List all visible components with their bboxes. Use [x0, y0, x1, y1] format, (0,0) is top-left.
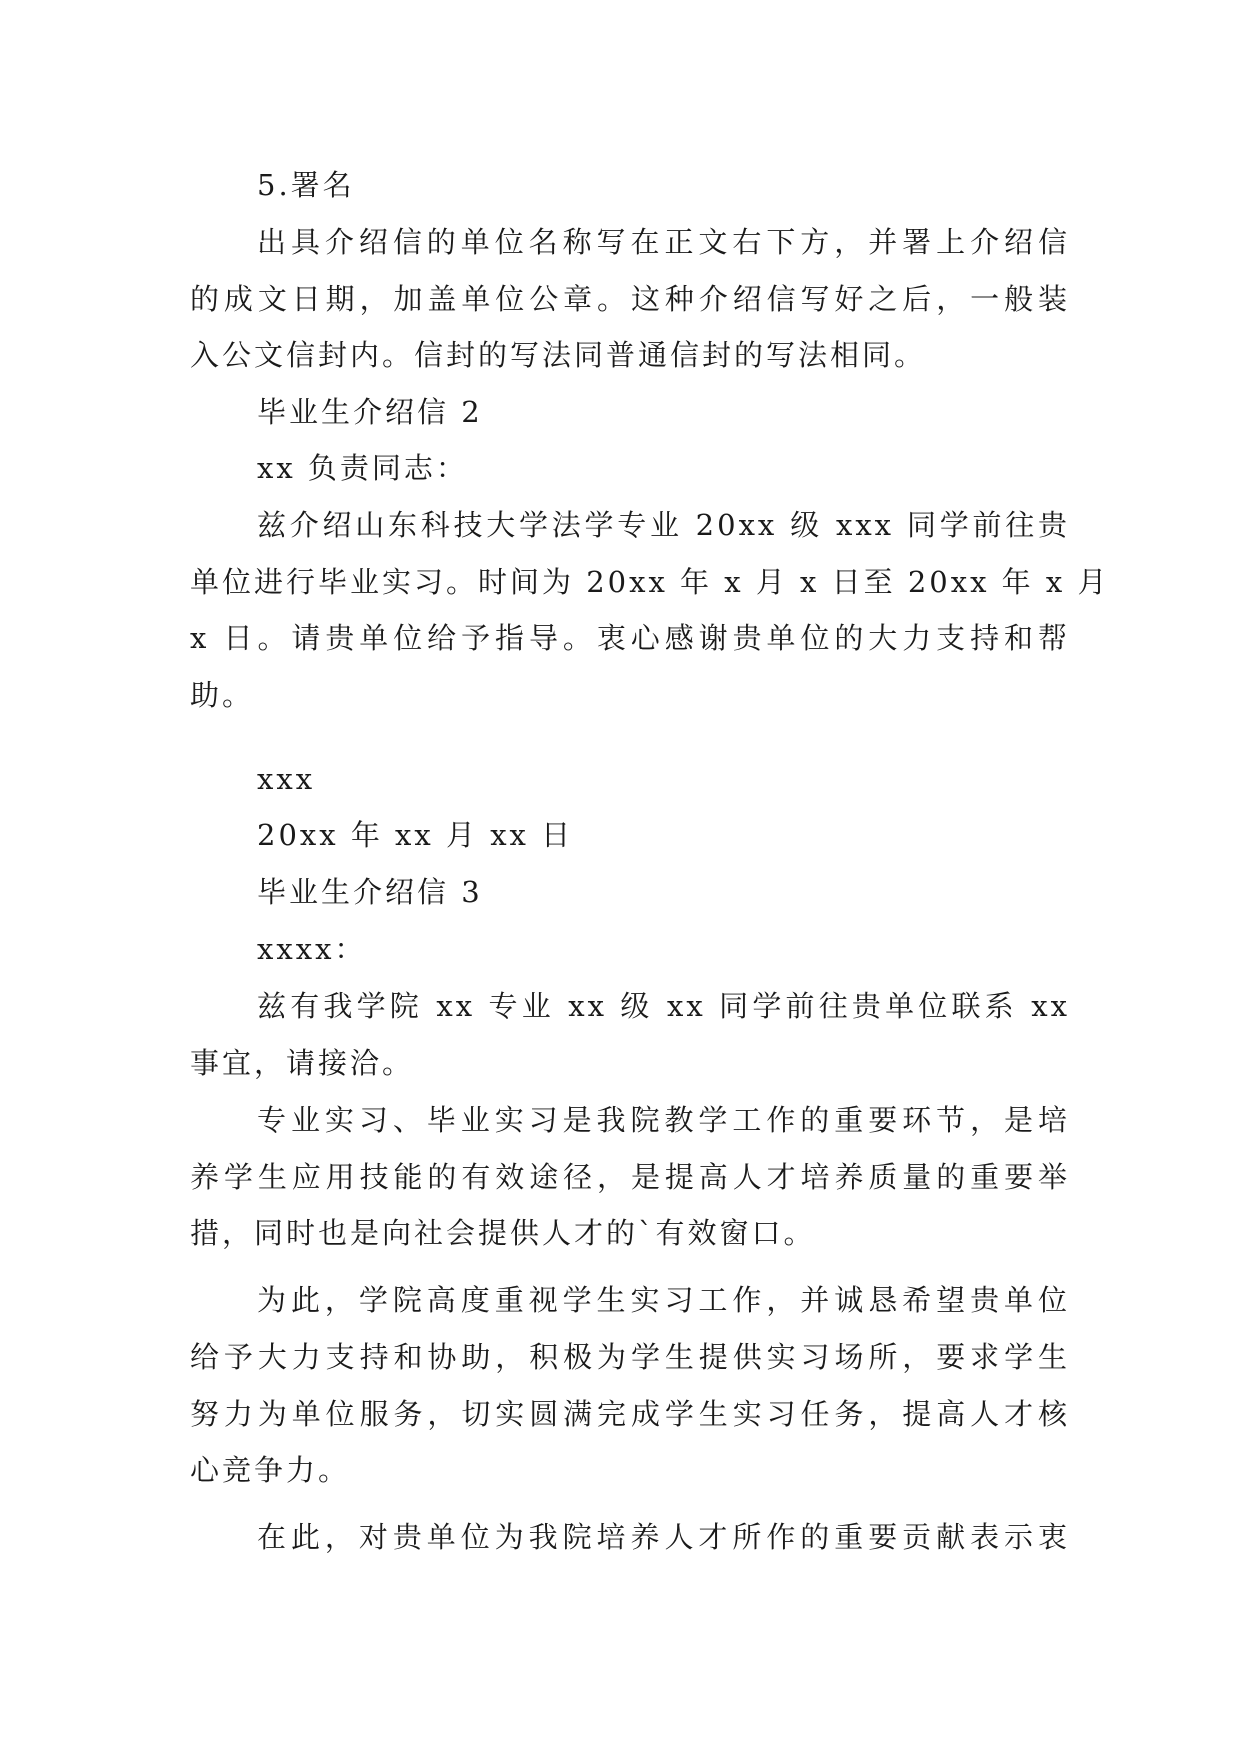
section-heading-signature: 5.署名 — [257, 168, 355, 202]
paragraph-line: x 日。请贵单位给予指导。衷心感谢贵单位的大力支持和帮 — [190, 621, 1070, 655]
paragraph-line: 出具介绍信的单位名称写在正文右下方，并署上介绍信 — [257, 225, 1070, 259]
paragraph-line: 兹有我学院 xx 专业 xx 级 xx 同学前往贵单位联系 xx — [257, 989, 1070, 1023]
paragraph-line: 入公文信封内。信封的写法同普通信封的写法相同。 — [190, 338, 927, 372]
paragraph-line: 给予大力支持和协助，积极为学生提供实习场所，要求学生 — [190, 1340, 1070, 1374]
letter-date: 20xx 年 xx 月 xx 日 — [257, 818, 574, 852]
paragraph-line: 兹介绍山东科技大学法学专业 20xx 级 xxx 同学前往贵 — [257, 508, 1070, 542]
paragraph-line: 在此，对贵单位为我院培养人才所作的重要贡献表示衷 — [257, 1520, 1070, 1554]
paragraph-line: 专业实习、毕业实习是我院教学工作的重要环节，是培 — [257, 1103, 1070, 1137]
letter-signer: xxx — [257, 762, 316, 796]
letter-title-2: 毕业生介绍信 2 — [257, 395, 483, 429]
letter-salutation: xx 负责同志： — [257, 451, 468, 485]
paragraph-line: 措，同时也是向社会提供人才的`有效窗口。 — [190, 1216, 816, 1250]
letter-title-3: 毕业生介绍信 3 — [257, 875, 483, 909]
paragraph-line: 事宜，请接洽。 — [190, 1046, 415, 1080]
paragraph-line: 助。 — [190, 678, 255, 712]
paragraph-line: 心竞争力。 — [190, 1453, 351, 1487]
paragraph-line: 的成文日期，加盖单位公章。这种介绍信写好之后，一般装 — [190, 282, 1070, 316]
letter-salutation: xxxx： — [257, 932, 367, 966]
paragraph-line: 努力为单位服务，切实圆满完成学生实习任务，提高人才核 — [190, 1397, 1070, 1431]
paragraph-line: 为此，学院高度重视学生实习工作，并诚恳希望贵单位 — [257, 1283, 1070, 1317]
paragraph-line: 单位进行毕业实习。时间为 20xx 年 x 月 x 日至 20xx 年 x 月 — [190, 565, 1110, 599]
paragraph-line: 养学生应用技能的有效途径，是提高人才培养质量的重要举 — [190, 1160, 1070, 1194]
